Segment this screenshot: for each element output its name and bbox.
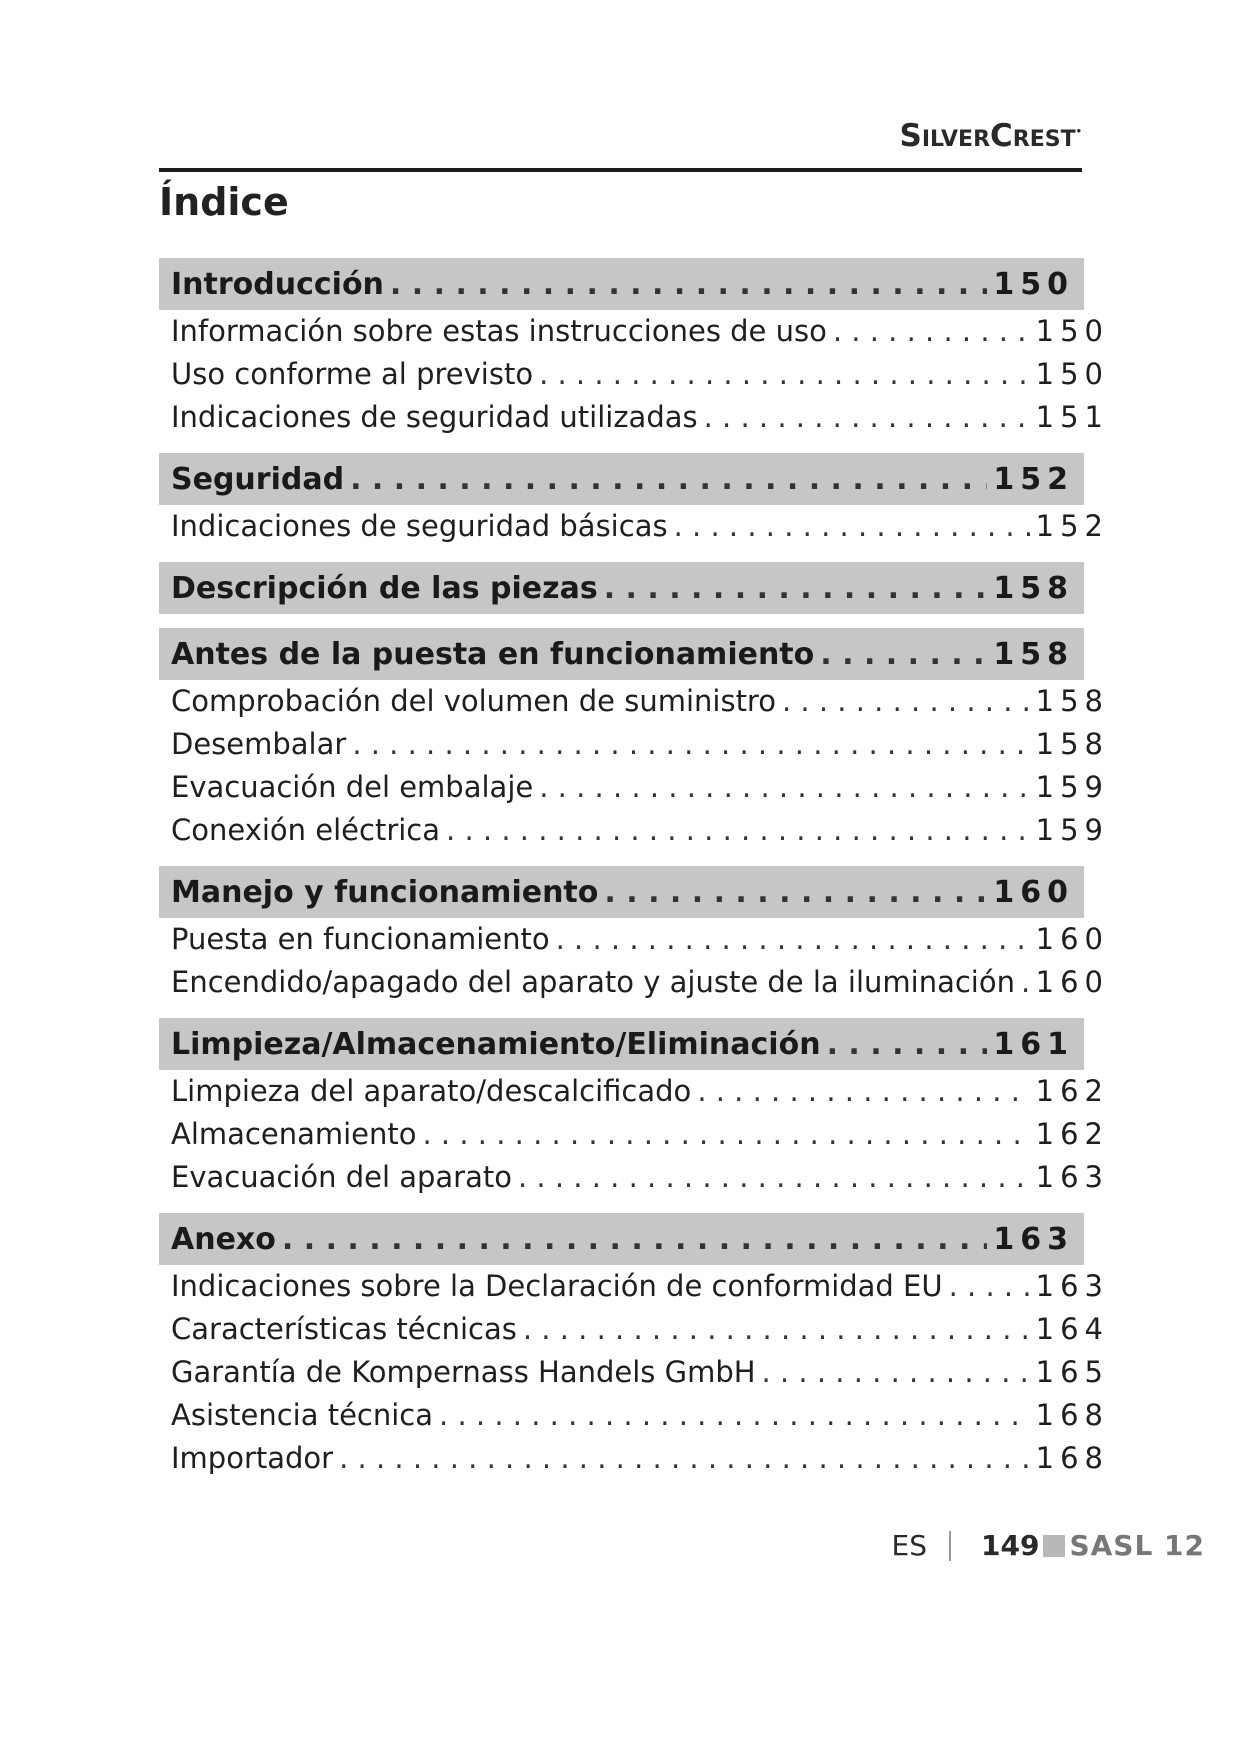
toc-entry[interactable] (159, 396, 1109, 439)
section-gap (159, 548, 1084, 562)
toc-entry[interactable] (159, 680, 1109, 723)
entry-title: Asistencia técnica (171, 1398, 434, 1432)
section-title: Introducción (171, 266, 384, 302)
entry-page: 158 (1035, 684, 1109, 718)
toc-entry[interactable] (159, 723, 1109, 766)
dot-leader (820, 637, 987, 672)
dot-leader (523, 1308, 1030, 1351)
toc-entry[interactable] (159, 505, 1109, 548)
dot-leader (556, 918, 1030, 961)
section-title: Limpieza/Almacenamiento/Eliminación (171, 1026, 821, 1062)
dot-leader (674, 505, 1030, 548)
dot-leader (446, 809, 1030, 852)
toc-entry[interactable] (159, 918, 1109, 961)
toc-section (159, 258, 1109, 439)
dot-leader (697, 1070, 1029, 1113)
model-number: SASL 12 (1069, 1529, 1205, 1562)
dot-leader (439, 1394, 1030, 1437)
dot-leader (423, 1113, 1030, 1156)
toc-entry[interactable] (159, 1113, 1109, 1156)
dot-leader (539, 766, 1029, 809)
page-footer (892, 1529, 1205, 1562)
section-page: 160 (993, 874, 1074, 910)
entry-title: Comprobación del volumen de suministro (171, 684, 776, 718)
dot-leader (350, 462, 987, 497)
dot-leader (833, 310, 1030, 353)
section-gap (159, 439, 1084, 453)
toc-section (159, 562, 1084, 614)
toc-section-heading[interactable] (159, 1213, 1084, 1265)
section-title: Descripción de las piezas (171, 570, 598, 606)
dot-leader (518, 1156, 1030, 1199)
section-gap (159, 614, 1084, 628)
entry-page: 150 (1035, 314, 1109, 348)
section-page: 161 (993, 1026, 1074, 1062)
section-title: Seguridad (171, 461, 345, 497)
toc-entry[interactable] (159, 1351, 1109, 1394)
entry-title: Indicaciones de seguridad utilizadas (171, 400, 698, 434)
dot-leader (282, 1222, 987, 1257)
toc-entry[interactable] (159, 1437, 1109, 1480)
toc-entry[interactable] (159, 961, 1109, 1004)
toc-section-heading[interactable] (159, 453, 1084, 505)
entry-page: 152 (1035, 509, 1109, 543)
toc-section (159, 628, 1109, 852)
toc-section-heading[interactable] (159, 628, 1084, 680)
toc-section-heading[interactable] (159, 866, 1084, 918)
entry-page: 151 (1035, 400, 1109, 434)
dot-leader (390, 267, 987, 302)
page-title: Índice (159, 180, 289, 224)
section-title: Antes de la puesta en funcionamiento (171, 636, 815, 672)
dot-leader (762, 1351, 1030, 1394)
entry-page: 165 (1035, 1355, 1109, 1389)
toc-section (159, 1018, 1109, 1199)
section-title: Manejo y funcionamiento (171, 874, 599, 910)
toc-section-heading[interactable] (159, 1018, 1084, 1070)
dot-leader (539, 353, 1030, 396)
dot-leader (352, 723, 1029, 766)
toc-section-heading[interactable] (159, 258, 1084, 310)
dot-leader (604, 571, 988, 606)
section-page: 158 (993, 570, 1074, 606)
entry-title: Características técnicas (171, 1312, 517, 1346)
header-rule (159, 168, 1082, 172)
toc-entry[interactable] (159, 1394, 1109, 1437)
entry-page: 158 (1035, 727, 1109, 761)
language-code: ES (891, 1529, 927, 1562)
footer-divider (949, 1531, 951, 1561)
entry-title: Indicaciones de seguridad básicas (171, 509, 668, 543)
dot-leader (339, 1437, 1030, 1480)
entry-page: 160 (1035, 922, 1109, 956)
entry-title: Información sobre estas instrucciones de uso (171, 314, 827, 348)
entry-title: Evacuación del aparato (171, 1160, 512, 1194)
entry-page: 163 (1035, 1160, 1109, 1194)
section-page: 150 (993, 266, 1074, 302)
entry-title: Conexión eléctrica (171, 813, 441, 847)
dot-leader (1021, 961, 1030, 1004)
entry-title: Garantía de Kompernass Handels GmbH (171, 1355, 756, 1389)
toc-entry[interactable] (159, 1265, 1109, 1308)
table-of-contents (159, 258, 1109, 1480)
entry-title: Almacenamiento (171, 1117, 417, 1151)
toc-entry[interactable] (159, 353, 1109, 396)
entry-page: 168 (1035, 1398, 1109, 1432)
toc-entry[interactable] (159, 766, 1109, 809)
entry-title: Encendido/apagado del aparato y ajuste de la iluminación (171, 965, 1015, 999)
entry-title: Uso conforme al previsto (171, 357, 534, 391)
dot-leader (604, 875, 987, 910)
entry-page: 150 (1035, 357, 1109, 391)
square-marker-icon (1043, 1535, 1065, 1557)
toc-section (159, 1213, 1109, 1480)
section-gap (159, 1004, 1084, 1018)
section-page: 163 (993, 1221, 1074, 1257)
entry-page: 160 (1035, 965, 1109, 999)
entry-page: 168 (1035, 1441, 1109, 1475)
toc-section (159, 866, 1109, 1004)
toc-section (159, 453, 1109, 548)
toc-entry[interactable] (159, 310, 1109, 353)
dot-leader (827, 1027, 988, 1062)
entry-page: 162 (1035, 1117, 1109, 1151)
brand-logo: SilverCrest• (899, 118, 1082, 154)
dot-leader (782, 680, 1030, 723)
toc-section-heading[interactable] (159, 562, 1084, 614)
entry-page: 163 (1035, 1269, 1109, 1303)
toc-entry[interactable] (159, 809, 1109, 852)
entry-title: Limpieza del aparato/descalcificado (171, 1074, 692, 1108)
section-gap (159, 1199, 1084, 1213)
section-page: 158 (993, 636, 1074, 672)
entry-page: 159 (1035, 770, 1109, 804)
entry-page: 164 (1035, 1312, 1109, 1346)
toc-entry[interactable] (159, 1070, 1109, 1113)
entry-title: Indicaciones sobre la Declaración de conformidad EU (171, 1269, 943, 1303)
section-page: 152 (993, 461, 1074, 497)
dot-leader (949, 1265, 1030, 1308)
entry-page: 162 (1035, 1074, 1109, 1108)
page-number: 149 (980, 1529, 1040, 1562)
entry-title: Desembalar (171, 727, 347, 761)
entry-page: 159 (1035, 813, 1109, 847)
entry-title: Importador (171, 1441, 334, 1475)
entry-title: Evacuación del embalaje (171, 770, 534, 804)
dot-leader (704, 396, 1030, 439)
section-gap (159, 852, 1084, 866)
toc-entry[interactable] (159, 1308, 1109, 1351)
toc-entry[interactable] (159, 1156, 1109, 1199)
entry-title: Puesta en funcionamiento (171, 922, 550, 956)
section-title: Anexo (171, 1221, 276, 1257)
